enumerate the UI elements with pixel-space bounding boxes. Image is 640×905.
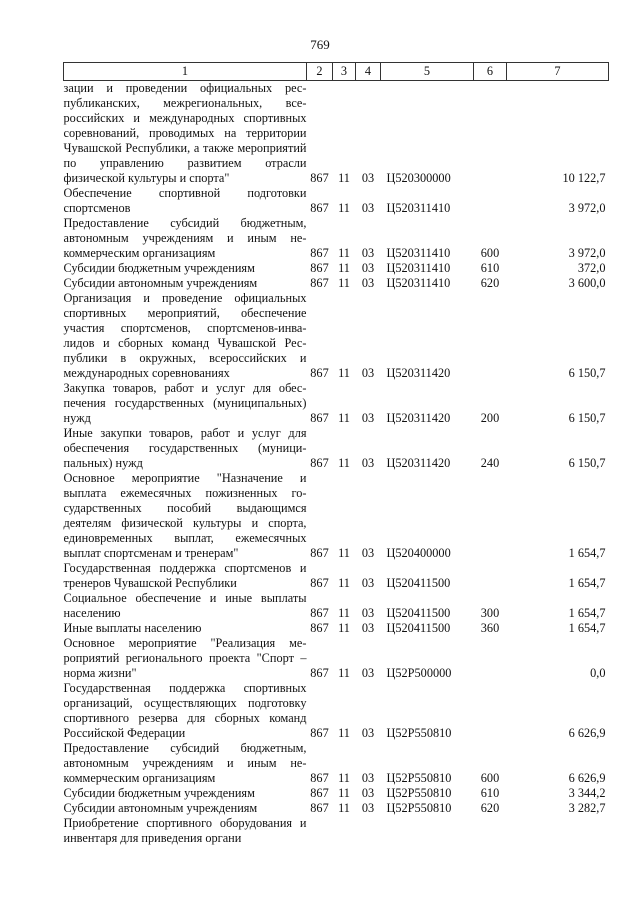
table-header xyxy=(64,63,609,81)
amount: 6 626,9 xyxy=(568,771,606,785)
amount: 372,0 xyxy=(577,261,606,275)
ministry-code: 867 xyxy=(310,726,329,740)
amount: 0,0 xyxy=(590,666,606,680)
target-article-code: Ц52Р550810 xyxy=(386,786,452,800)
row-description: Субсидии автономным учреждениям xyxy=(63,801,258,815)
column-header-expense-type: 6 xyxy=(474,63,507,81)
subsection-code: 03 xyxy=(361,621,375,635)
target-article-code: Ц520411500 xyxy=(386,621,451,635)
target-article-code: Ц52Р550810 xyxy=(386,801,452,815)
amount: 1 654,7 xyxy=(568,576,606,590)
amount: 3 600,0 xyxy=(568,276,606,290)
subsection-code: 03 xyxy=(361,411,375,425)
amount: 1 654,7 xyxy=(568,621,606,635)
target-article-code: Ц520311420 xyxy=(386,366,451,380)
target-article-code: Ц520311410 xyxy=(386,276,451,290)
expense-type-code xyxy=(474,681,507,741)
section-code: 11 xyxy=(338,201,350,215)
amount: 6 150,7 xyxy=(568,411,606,425)
expense-type-code: 610 xyxy=(480,261,500,275)
expense-type-code: 200 xyxy=(480,411,500,425)
row-description: Основное мероприятие "Назначение и выплата ежемесячных пожизненных государственных пособий выдающимся деятелям физической культуры и спорта, единовременных выплат, ежемесячных выплат спортсменам и тренерам" xyxy=(63,471,307,560)
header-row xyxy=(64,63,609,81)
table-row xyxy=(64,621,609,636)
row-description: Государственная поддержка спортсменов и тренеров Чувашской Республики xyxy=(63,561,307,590)
amount: 6 150,7 xyxy=(568,366,606,380)
table-row xyxy=(64,381,609,426)
column-header-ministry: 2 xyxy=(307,63,333,81)
row-description: зации и проведении официальных республиканских, межрегиональных, всероссийских и международных спортивных соревнований, проводимых на территории Чувашской Республики, а также мероприятий по управлению развитием отрасли физической культуры и спорта" xyxy=(63,81,307,185)
amount: 1 654,7 xyxy=(568,606,606,620)
target-article-code: Ц520411500 xyxy=(386,606,451,620)
target-article-code: Ц52Р550810 xyxy=(386,771,452,785)
subsection-code: 03 xyxy=(361,801,375,815)
row-description: Организация и проведение официальных спортивных мероприятий, обеспечение участия спортсменов, спортсменов-инвалидов и сборных команд Чувашской Республики в окружных, всероссийских и международных соревнованиях xyxy=(63,291,307,380)
target-article-code: Ц52Р550810 xyxy=(386,726,452,740)
target-article-code: Ц520300000 xyxy=(386,171,451,185)
ministry-code: 867 xyxy=(310,411,329,425)
amount: 3 972,0 xyxy=(568,201,606,215)
target-article-code: Ц520311410 xyxy=(386,246,451,260)
column-header-target-article: 5 xyxy=(381,63,474,81)
ministry-code xyxy=(307,816,333,846)
section-code: 11 xyxy=(338,411,350,425)
row-description: Социальное обеспечение и иные выплаты населению xyxy=(63,591,307,620)
expense-type-code: 360 xyxy=(480,621,500,635)
section-code: 11 xyxy=(338,456,350,470)
section-code: 11 xyxy=(338,606,350,620)
column-header-amount: 7 xyxy=(507,63,609,81)
expense-type-code: 300 xyxy=(480,606,500,620)
ministry-code: 867 xyxy=(310,621,329,635)
column-header-section: 3 xyxy=(333,63,356,81)
table-body xyxy=(64,81,609,847)
ministry-code: 867 xyxy=(310,801,329,815)
expense-type-code xyxy=(474,186,507,216)
ministry-code: 867 xyxy=(310,366,329,380)
target-article-code: Ц520311410 xyxy=(386,261,451,275)
table-row xyxy=(64,81,609,187)
ministry-code: 867 xyxy=(310,606,329,620)
amount: 1 654,7 xyxy=(568,546,606,560)
section-code: 11 xyxy=(338,621,350,635)
section-code: 11 xyxy=(338,276,350,290)
expense-type-code xyxy=(474,291,507,381)
amount xyxy=(507,816,609,846)
amount: 3 282,7 xyxy=(568,801,606,815)
ministry-code: 867 xyxy=(310,276,329,290)
subsection-code: 03 xyxy=(361,546,375,560)
target-article-code: Ц520311420 xyxy=(386,411,451,425)
table-row xyxy=(64,816,609,846)
expense-type-code xyxy=(474,81,507,187)
budget-table xyxy=(63,62,609,846)
amount: 6 626,9 xyxy=(568,726,606,740)
section-code: 11 xyxy=(338,261,350,275)
row-description: Субсидии автономным учреждениям xyxy=(63,276,258,290)
subsection-code: 03 xyxy=(361,606,375,620)
subsection-code: 03 xyxy=(361,246,375,260)
target-article-code: Ц520311410 xyxy=(386,201,451,215)
ministry-code: 867 xyxy=(310,771,329,785)
table-row xyxy=(64,801,609,816)
row-description: Иные закупки товаров, работ и услуг для обеспечения государственных (муниципальных) нужд xyxy=(63,426,307,470)
amount: 3 344,2 xyxy=(568,786,606,800)
subsection-code: 03 xyxy=(361,576,375,590)
row-description: Приобретение спортивного оборудования и инвентаря для приведения органи xyxy=(63,816,307,845)
table-row xyxy=(64,426,609,471)
amount: 6 150,7 xyxy=(568,456,606,470)
table-row xyxy=(64,186,609,216)
section-code: 11 xyxy=(338,801,350,815)
ministry-code: 867 xyxy=(310,546,329,560)
expense-type-code xyxy=(474,471,507,561)
row-description: Основное мероприятие "Реализация мероприятий регионального проекта "Спорт – норма жизни" xyxy=(63,636,307,680)
table-row xyxy=(64,636,609,681)
section-code: 11 xyxy=(338,666,350,680)
expense-type-code xyxy=(474,816,507,846)
expense-type-code xyxy=(474,561,507,591)
subsection-code xyxy=(356,816,381,846)
subsection-code: 03 xyxy=(361,771,375,785)
ministry-code: 867 xyxy=(310,786,329,800)
target-article-code: Ц520400000 xyxy=(386,546,451,560)
target-article-code: Ц520411500 xyxy=(386,576,451,590)
row-description: Предоставление субсидий бюджетным, автономным учреждениям и иным некоммерческим организациям xyxy=(63,741,307,785)
expense-type-code xyxy=(474,636,507,681)
amount: 3 972,0 xyxy=(568,246,606,260)
ministry-code: 867 xyxy=(310,576,329,590)
ministry-code: 867 xyxy=(310,201,329,215)
table-row xyxy=(64,276,609,291)
table-row xyxy=(64,471,609,561)
row-description: Субсидии бюджетным учреждениям xyxy=(63,261,255,275)
column-header-subsection: 4 xyxy=(356,63,381,81)
expense-type-code: 610 xyxy=(480,786,500,800)
ministry-code: 867 xyxy=(310,246,329,260)
subsection-code: 03 xyxy=(361,666,375,680)
ministry-code: 867 xyxy=(310,261,329,275)
subsection-code: 03 xyxy=(361,201,375,215)
table-row xyxy=(64,261,609,276)
table-row xyxy=(64,591,609,621)
section-code: 11 xyxy=(338,246,350,260)
table-row xyxy=(64,216,609,261)
table-row xyxy=(64,786,609,801)
subsection-code: 03 xyxy=(361,276,375,290)
row-description: Обеспечение спортивной подготовки спортсменов xyxy=(63,186,307,215)
section-code: 11 xyxy=(338,726,350,740)
target-article-code xyxy=(381,816,474,846)
section-code: 11 xyxy=(338,366,350,380)
section-code: 11 xyxy=(338,786,350,800)
ministry-code: 867 xyxy=(310,171,329,185)
table-row xyxy=(64,741,609,786)
section-code: 11 xyxy=(338,171,350,185)
row-description: Предоставление субсидий бюджетным, автономным учреждениям и иным некоммерческим организациям xyxy=(63,216,307,260)
row-description: Закупка товаров, работ и услуг для обеспечения государственных (муниципальных) нужд xyxy=(63,381,307,425)
expense-type-code: 600 xyxy=(480,246,500,260)
table-row xyxy=(64,681,609,741)
subsection-code: 03 xyxy=(361,786,375,800)
row-description: Субсидии бюджетным учреждениям xyxy=(63,786,255,800)
section-code: 11 xyxy=(338,576,350,590)
section-code xyxy=(333,816,356,846)
subsection-code: 03 xyxy=(361,456,375,470)
subsection-code: 03 xyxy=(361,261,375,275)
ministry-code: 867 xyxy=(310,666,329,680)
ministry-code: 867 xyxy=(310,456,329,470)
expense-type-code: 600 xyxy=(480,771,500,785)
page-number: 769 xyxy=(310,37,330,52)
row-description: Иные выплаты населению xyxy=(63,621,202,635)
table-row xyxy=(64,561,609,591)
expense-type-code: 620 xyxy=(480,801,500,815)
row-description: Государственная поддержка спортивных организаций, осуществляющих подготовку спортивного резерва для сборных команд Российской Федерации xyxy=(63,681,307,740)
column-header-name: 1 xyxy=(64,63,307,81)
subsection-code: 03 xyxy=(361,366,375,380)
section-code: 11 xyxy=(338,771,350,785)
amount: 10 122,7 xyxy=(562,171,606,185)
table-row xyxy=(64,291,609,381)
expense-type-code: 240 xyxy=(480,456,500,470)
target-article-code: Ц520311420 xyxy=(386,456,451,470)
expense-type-code: 620 xyxy=(480,276,500,290)
subsection-code: 03 xyxy=(361,171,375,185)
subsection-code: 03 xyxy=(361,726,375,740)
target-article-code: Ц52Р500000 xyxy=(386,666,452,680)
section-code: 11 xyxy=(338,546,350,560)
